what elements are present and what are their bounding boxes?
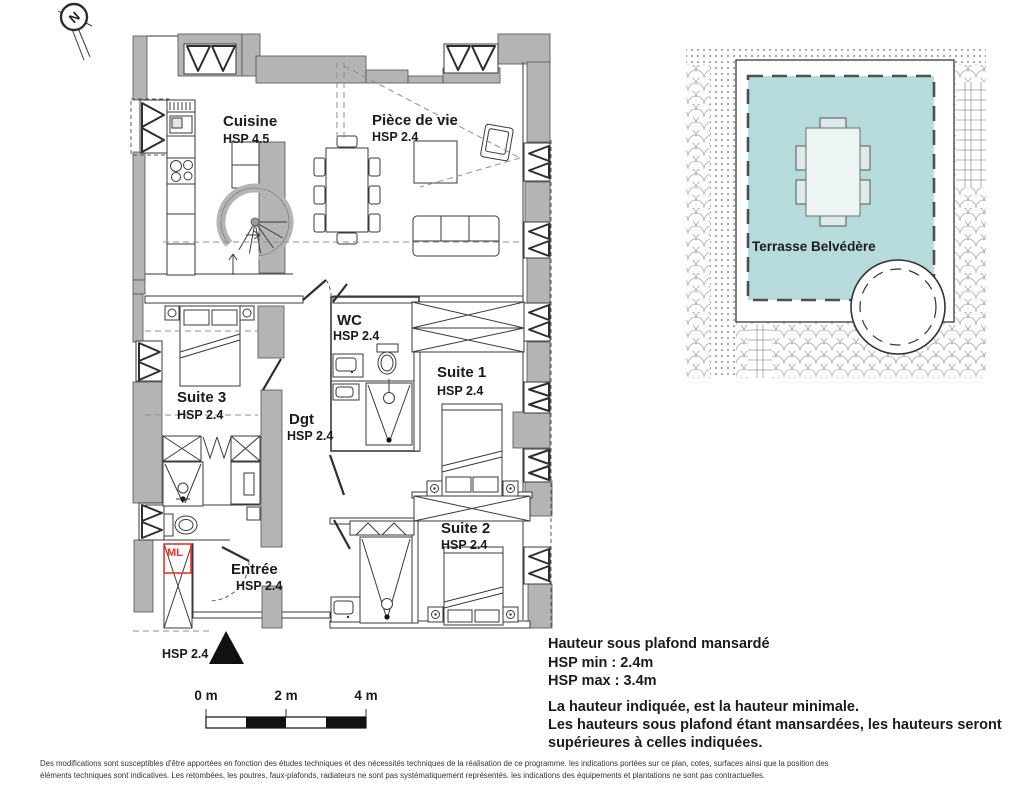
scale-tick-4: 4 m [354,688,378,703]
hsp-suite1: HSP 2.4 [437,384,484,398]
closet-suite3 [163,436,260,461]
terrace-label: Terrasse Belvédère [752,239,876,254]
hsp-dgt: HSP 2.4 [287,429,334,443]
dining-table [314,136,380,244]
north-compass [58,4,92,60]
hsp-entree: HSP 2.4 [236,579,283,593]
spiral-staircase [207,174,303,275]
disclaimer-line2: éléments techniques sont indicatives. Les retombées, les poutres, faux-plafonds, radiateurs ne sont pas systématiquement représentés. les indications des équipements et plantations ne sont pas contractuelles. [40,771,766,780]
roof-window-top-right [444,44,498,73]
room-label-cuisine: Cuisine [223,113,278,130]
shower-center [366,379,412,445]
room-label-suite3: Suite 3 [177,389,227,406]
room-label-wc: WC [337,312,362,329]
suite2-furniture [331,496,530,625]
ml-label: ML [167,547,183,559]
notes-hsp-min: HSP min : 2.4m [548,655,654,671]
entrance-arrow [209,631,244,664]
armchair [480,124,513,161]
bed-suite3 [180,306,240,386]
hsp-suite3: HSP 2.4 [177,408,224,422]
room-label-piece-de-vie: Pièce de vie [372,112,458,129]
hsp-wc: HSP 2.4 [333,329,380,343]
roof-window-left-bath [139,503,164,540]
shower-room-sink [333,384,359,400]
scale-tick-2: 2 m [274,688,298,703]
notes-line2: Les hauteurs sous plafond étant mansardées, les hauteurs seront [548,717,1002,733]
sofa [413,216,499,256]
hsp-suite2: HSP 2.4 [441,538,488,552]
disclaimer-line1: Des modifications sont susceptibles d'être apportées en fonction des études techniques et des nécessités techniques de la réalisation de ce programme. les indications portées sur ce plan, cotes, surfaces ainsi que la position des [40,759,829,768]
bed-suite1 [442,404,502,496]
room-label-entree: Entrée [231,561,278,578]
terrace-inset [686,48,986,378]
scale-bar [194,688,377,728]
wc-toilet [377,344,398,374]
wc-sink [333,354,363,377]
toilet-suite3 [164,514,197,536]
notes-title: Hauteur sous plafond mansardé [548,636,770,652]
washing-machine [164,544,192,628]
disclaimer [40,759,829,780]
roof-window-left-kitchen [131,99,169,155]
ceiling-notes [548,636,1002,751]
shower-suite3 [163,462,203,506]
suite1-furniture [412,302,524,496]
room-label-suite1: Suite 1 [437,364,487,381]
coffee-table [414,141,457,183]
closet-suite1 [412,302,524,352]
north-label: N [65,8,83,27]
stair-dome [851,260,945,354]
hsp-piece-de-vie: HSP 2.4 [372,130,419,144]
wc-block [333,344,412,445]
notes-line3: supérieures à celles indiquées. [548,735,763,751]
terrace-table [796,118,870,226]
scale-tick-0: 0 m [194,688,218,703]
hsp-cuisine: HSP 4.5 [223,132,270,146]
room-label-dgt: Dgt [289,411,314,428]
notes-line1: La hauteur indiquée, est la hauteur minimale. [548,699,860,715]
room-label-suite2: Suite 2 [441,520,491,537]
hsp-entry-zone: HSP 2.4 [162,647,209,661]
notes-hsp-max: HSP max : 3.4m [548,673,657,689]
bed-suite2 [444,547,503,625]
roof-window-left-suite3 [136,341,162,381]
closet-suite2 [414,496,530,521]
roof-window-top-left [184,44,236,74]
